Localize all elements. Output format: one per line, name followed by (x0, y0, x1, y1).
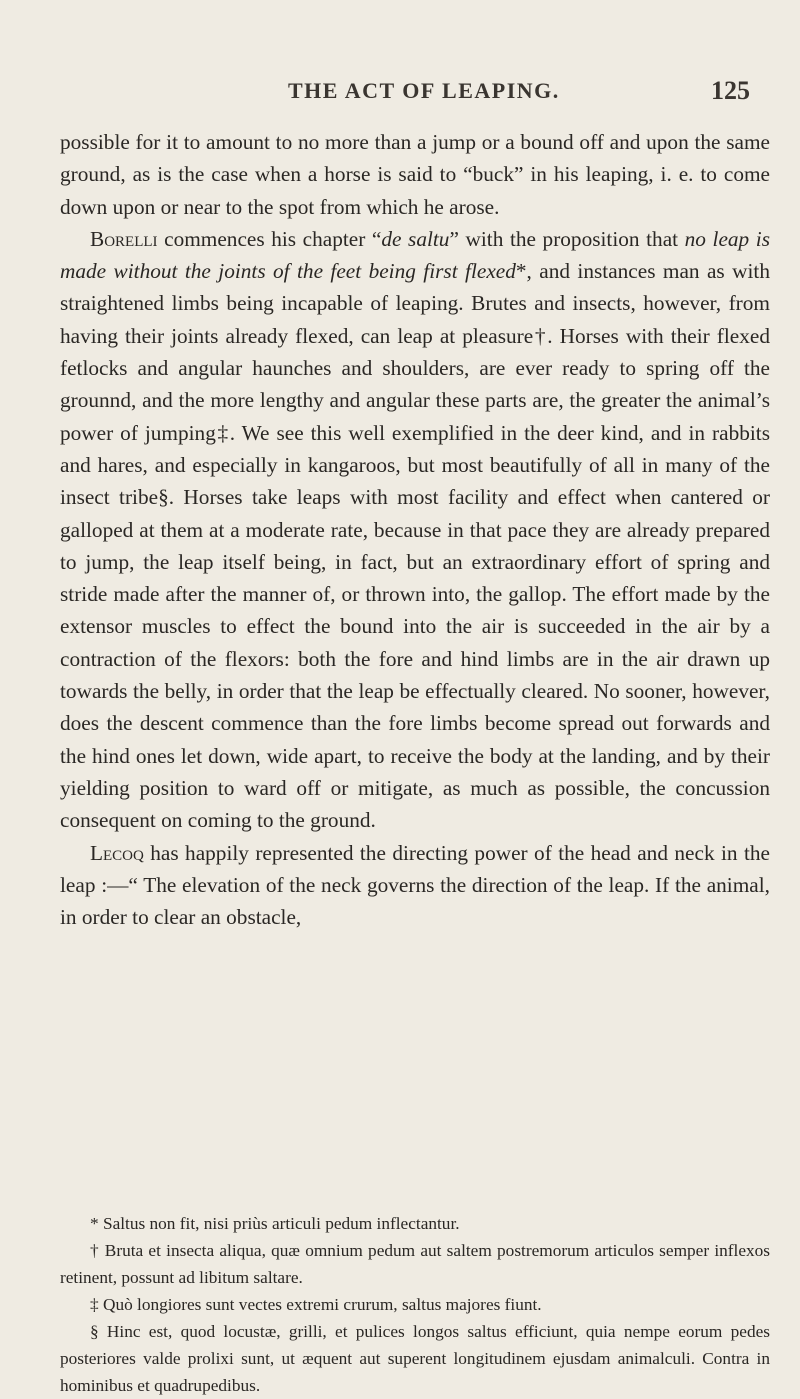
paragraph-3 (60, 837, 770, 934)
paragraph-3-text: has happily represented the directing power of the head and neck in the leap :—“ The elevation of the neck governs the direction of the leap. If the animal, in order to clear an obstacle, (60, 840, 770, 930)
running-title: THE ACT OF LEAPING. (288, 78, 560, 103)
footnotes (60, 1210, 770, 1399)
body-text (60, 126, 770, 933)
footnote-2: † Bruta et insecta aliqua, quæ omnium pedum aut saltem postremorum articulos semper inflexos retinent, possunt ad libitum saltare. (60, 1241, 770, 1287)
paragraph-2-text-a: commences his chapter “ (157, 226, 382, 251)
author-lecoq: Lecoq (90, 840, 144, 865)
proposition: no leap is made without the joints of the feet being first flexed (60, 226, 770, 284)
paragraph-2-text-b: ” with the proposition that (449, 226, 685, 251)
footnote-1: * Saltus non fit, nisi priùs articuli pedum inflectantur. (90, 1214, 460, 1233)
paragraph-1: possible for it to amount to no more than a jump or a bound off and upon the same ground, as is the case when a horse is said to “buck” in his leaping, i. e. to come down upon or near to the spot from which he arose. (60, 130, 770, 219)
paragraph-2-text-c: *, and instances man as with straightened limbs being incapable of leaping. Brutes and insects, however, from having their joints already flexed, can leap at pleasure†. Horses with their flexed fetlocks and angular haunches and shoulders, are ever ready to spring off the grounnd, and the more lengthy and angular these parts are, the greater the animal’s power of jumping‡. We see this well exemplified in the deer kind, and in rabbits and hares, and especially in kangaroos, but most beautifully of all in many of the insect tribe§. Horses take leaps with most facility and effect when cantered or galloped at them at a moderate rate, because in that pace they are already prepared to jump, the leap itself being, in fact, but an extraordinary effort of spring and stride made after the manner of, or thrown into, the gallop. The effort made by the extensor muscles to effect the bound into the air is succeeded in the air by a contraction of the flexors: both the fore and hind limbs are in the air drawn up towards the belly, in order that the leap be effectually cleared. No sooner, however, does the descent commence than the fore limbs become spread out forwards and the hind ones let down, wide apart, to receive the body at the landing, and by their yielding position to ward off or mitigate, as much as possible, the concussion consequent on coming to the ground. (60, 259, 770, 833)
page-number: 125 (711, 76, 750, 105)
paragraph-2 (60, 223, 770, 837)
footnote-3: ‡ Quò longiores sunt vectes extremi crurum, saltus majores fiunt. (90, 1295, 542, 1314)
footnote-4: § Hinc est, quod locustæ, grilli, et pulices longos saltus efficiunt, quia nempe eorum pedes posteriores valde prolixi sunt, ut æquent aut superent longitudinem ejusdam animalculi. Contra in hominibus et quadrupedibus. (60, 1322, 770, 1395)
author-borelli: Borelli (90, 226, 158, 251)
chapter-title: de saltu (381, 226, 450, 251)
page-header (60, 78, 770, 108)
